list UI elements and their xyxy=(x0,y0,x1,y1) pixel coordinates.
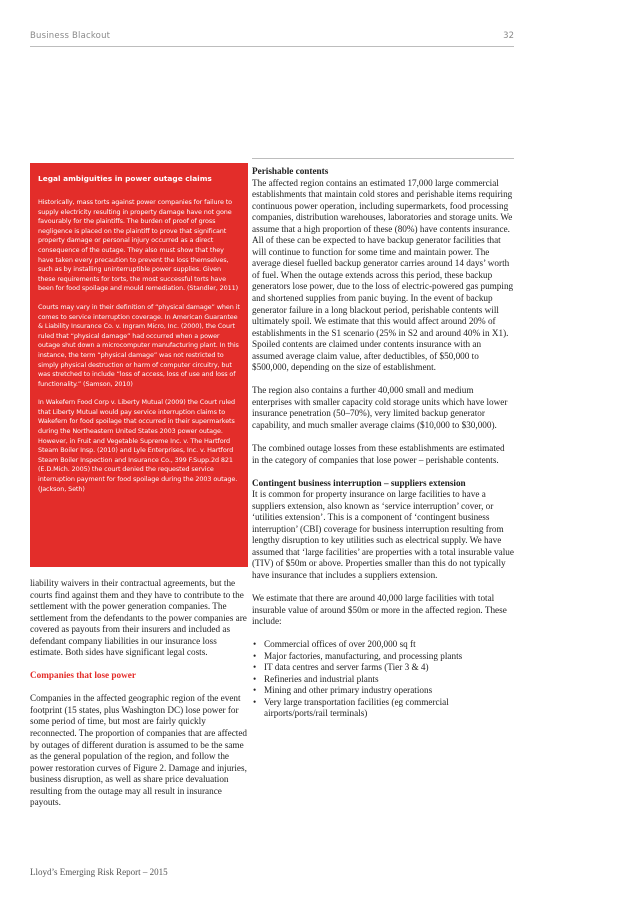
list-item: • Commercial offices of over 200,000 sq ft xyxy=(252,639,514,651)
body-paragraph: The combined outage losses from these establishments are estimated in the category of companies that lose power – perishable contents. xyxy=(252,443,505,465)
list-item: • Very large transportation facilities (eg commercial airports/ports/rail terminals) xyxy=(252,697,514,720)
list-item: • IT data centres and server farms (Tier 3 & 4) xyxy=(252,662,514,674)
section-heading: Companies that lose power xyxy=(30,670,136,681)
body-paragraph: It is common for property insurance on large facilities to have a suppliers extension, also known as ‘service interruption’ cover, or ‘utilities extension’. This is a component of ‘contingent business interruption’ (CBI) coverage for business interruption resulting from lengthy disruption to key utilities such as electrical supply. We have assumed that ‘large facilities’ are properties with a total insurable value (TIV) of $50m or above. Properties smaller than this do not typically have insurance that includes a suppliers extension. xyxy=(252,489,514,580)
sidebar-paragraph: In Wakefern Food Corp v. Liberty Mutual (2009) the Court ruled that Liberty Mutual would pay service interruption claims to Wakefern for food spoilage that occurred in their supermarkets during the Northeastern United States 2003 power outage. However, in Fruit and Vegetable Supreme Inc. v. The Hartford Steam Boiler Insp. (2010) and Lyle Enterprises, Inc. v. Hartford Steam Boiler Inspection and Insurance Co., 399 F.Supp.2d 821 (E.D.Mich. 2005) the court denied the requested service interruption payment for food spoilage during the 2003 outage. (Jackson, Seth) xyxy=(38,398,238,493)
body-paragraph: We estimate that there are around 40,000 large facilities with total insurable value of around $50m or more in the affected region. These include: xyxy=(252,593,507,627)
sidebar-paragraph: Historically, mass torts against power companies for failure to supply electricity resulting in property damage have not gone favourably for the plaintiffs. The burden of proof of gross negligence is placed on the plaintiff to prove that significant property damage or personal injury occurred as a direct consequence of the outage. They also must show that they have taken every precaution to prevent the loss themselves, such as by installing uninterruptible power supplies. Given these requirements for torts, the most successful torts have been for food spoilage and mould remediation. (Standler, 2011) xyxy=(38,198,239,293)
footer-text: Lloyd’s Emerging Risk Report – 2015 xyxy=(30,867,168,877)
page-number: 32 xyxy=(503,31,514,41)
column-divider xyxy=(252,158,514,159)
sidebar-paragraph: Courts may vary in their definition of “physical damage” when it comes to service interruption coverage. In American Guarantee & Liability Insurance Co. v. Ingram Micro, Inc. (2000), the Court ruled that “physical damage” had occurred when a power outage shut down a microcomputer manufacturing plant. In this instance, the term “physical damage” was not restricted to simply physical destruction or harm of computer circuitry, but was stretched to include “loss of access, loss of use and loss of functionality.” (Samson, 2010) xyxy=(38,302,240,388)
running-header-title: Business Blackout xyxy=(30,31,111,41)
list-item: • Mining and other primary industry operations xyxy=(252,685,514,697)
sidebar-box-title: Legal ambiguities in power outage claims xyxy=(38,174,212,183)
body-paragraph: The affected region contains an estimated 17,000 large commercial establishments that maintain cold stores and perishable items requiring continuous power operation, including supermarkets, food processing companies, distribution warehouses, laboratories and storage units. We assume that a high proportion of these (80%) have contents insurance. All of these can be expected to have backup generator facilities that will continue to function for some time and maintain power. The average diesel fuelled backup generator carries around 14 days’ worth of fuel. When the outage extends across this period, these backup generators lose power, due to the loss of electric-powered gas pumping and shortened supplies from panic buying. In the event of backup generator failure in a long blackout period, perishable contents will ultimately spoil. We estimate that this would affect around 20% of establishments in the S1 scenario (25% in S2 and around 40% in X1). Spoiled contents are claimed under contents insurance with an assumed average claim value, after deductibles, of $50,000 to $500,000, depending on the size of establishment. xyxy=(252,177,514,373)
facility-list xyxy=(252,639,514,720)
header-divider xyxy=(30,46,514,47)
list-item: • Major factories, manufacturing, and processing plants xyxy=(252,651,514,663)
body-paragraph: The region also contains a further 40,000 small and medium enterprises with smaller capacity cold storage units which have lower insurance penetration (50–70%), very limited backup generator capability, and much smaller average claims ($10,000 to $30,000). xyxy=(252,385,508,430)
left-column xyxy=(30,578,248,820)
section-heading: Contingent business interruption – suppliers extension xyxy=(252,477,466,488)
list-item: • Refineries and industrial plants xyxy=(252,674,514,686)
body-paragraph: liability waivers in their contractual agreements, but the courts find against them and they have to contribute to the settlement with the power generation companies. The settlement from the defendants to the power companies are covered as payouts from their insurers and included as defendant company liabilities in our insurance loss estimate. Both sides have significant legal costs. xyxy=(30,578,247,658)
section-heading: Perishable contents xyxy=(252,166,329,176)
sidebar-box xyxy=(30,163,248,567)
right-column xyxy=(252,166,514,720)
body-paragraph: Companies in the affected geographic region of the event footprint (15 states, plus Washington DC) lose power for some period of time, but most are fairly quickly reconnected. The proportion of companies that are affected by outages of different duration is assumed to be the same as the general population of the region, and follow the power restoration curves of Figure 2. Damage and injuries, business disruption, as well as share price devaluation resulting from the outage may all result in insurance payouts. xyxy=(30,693,248,808)
